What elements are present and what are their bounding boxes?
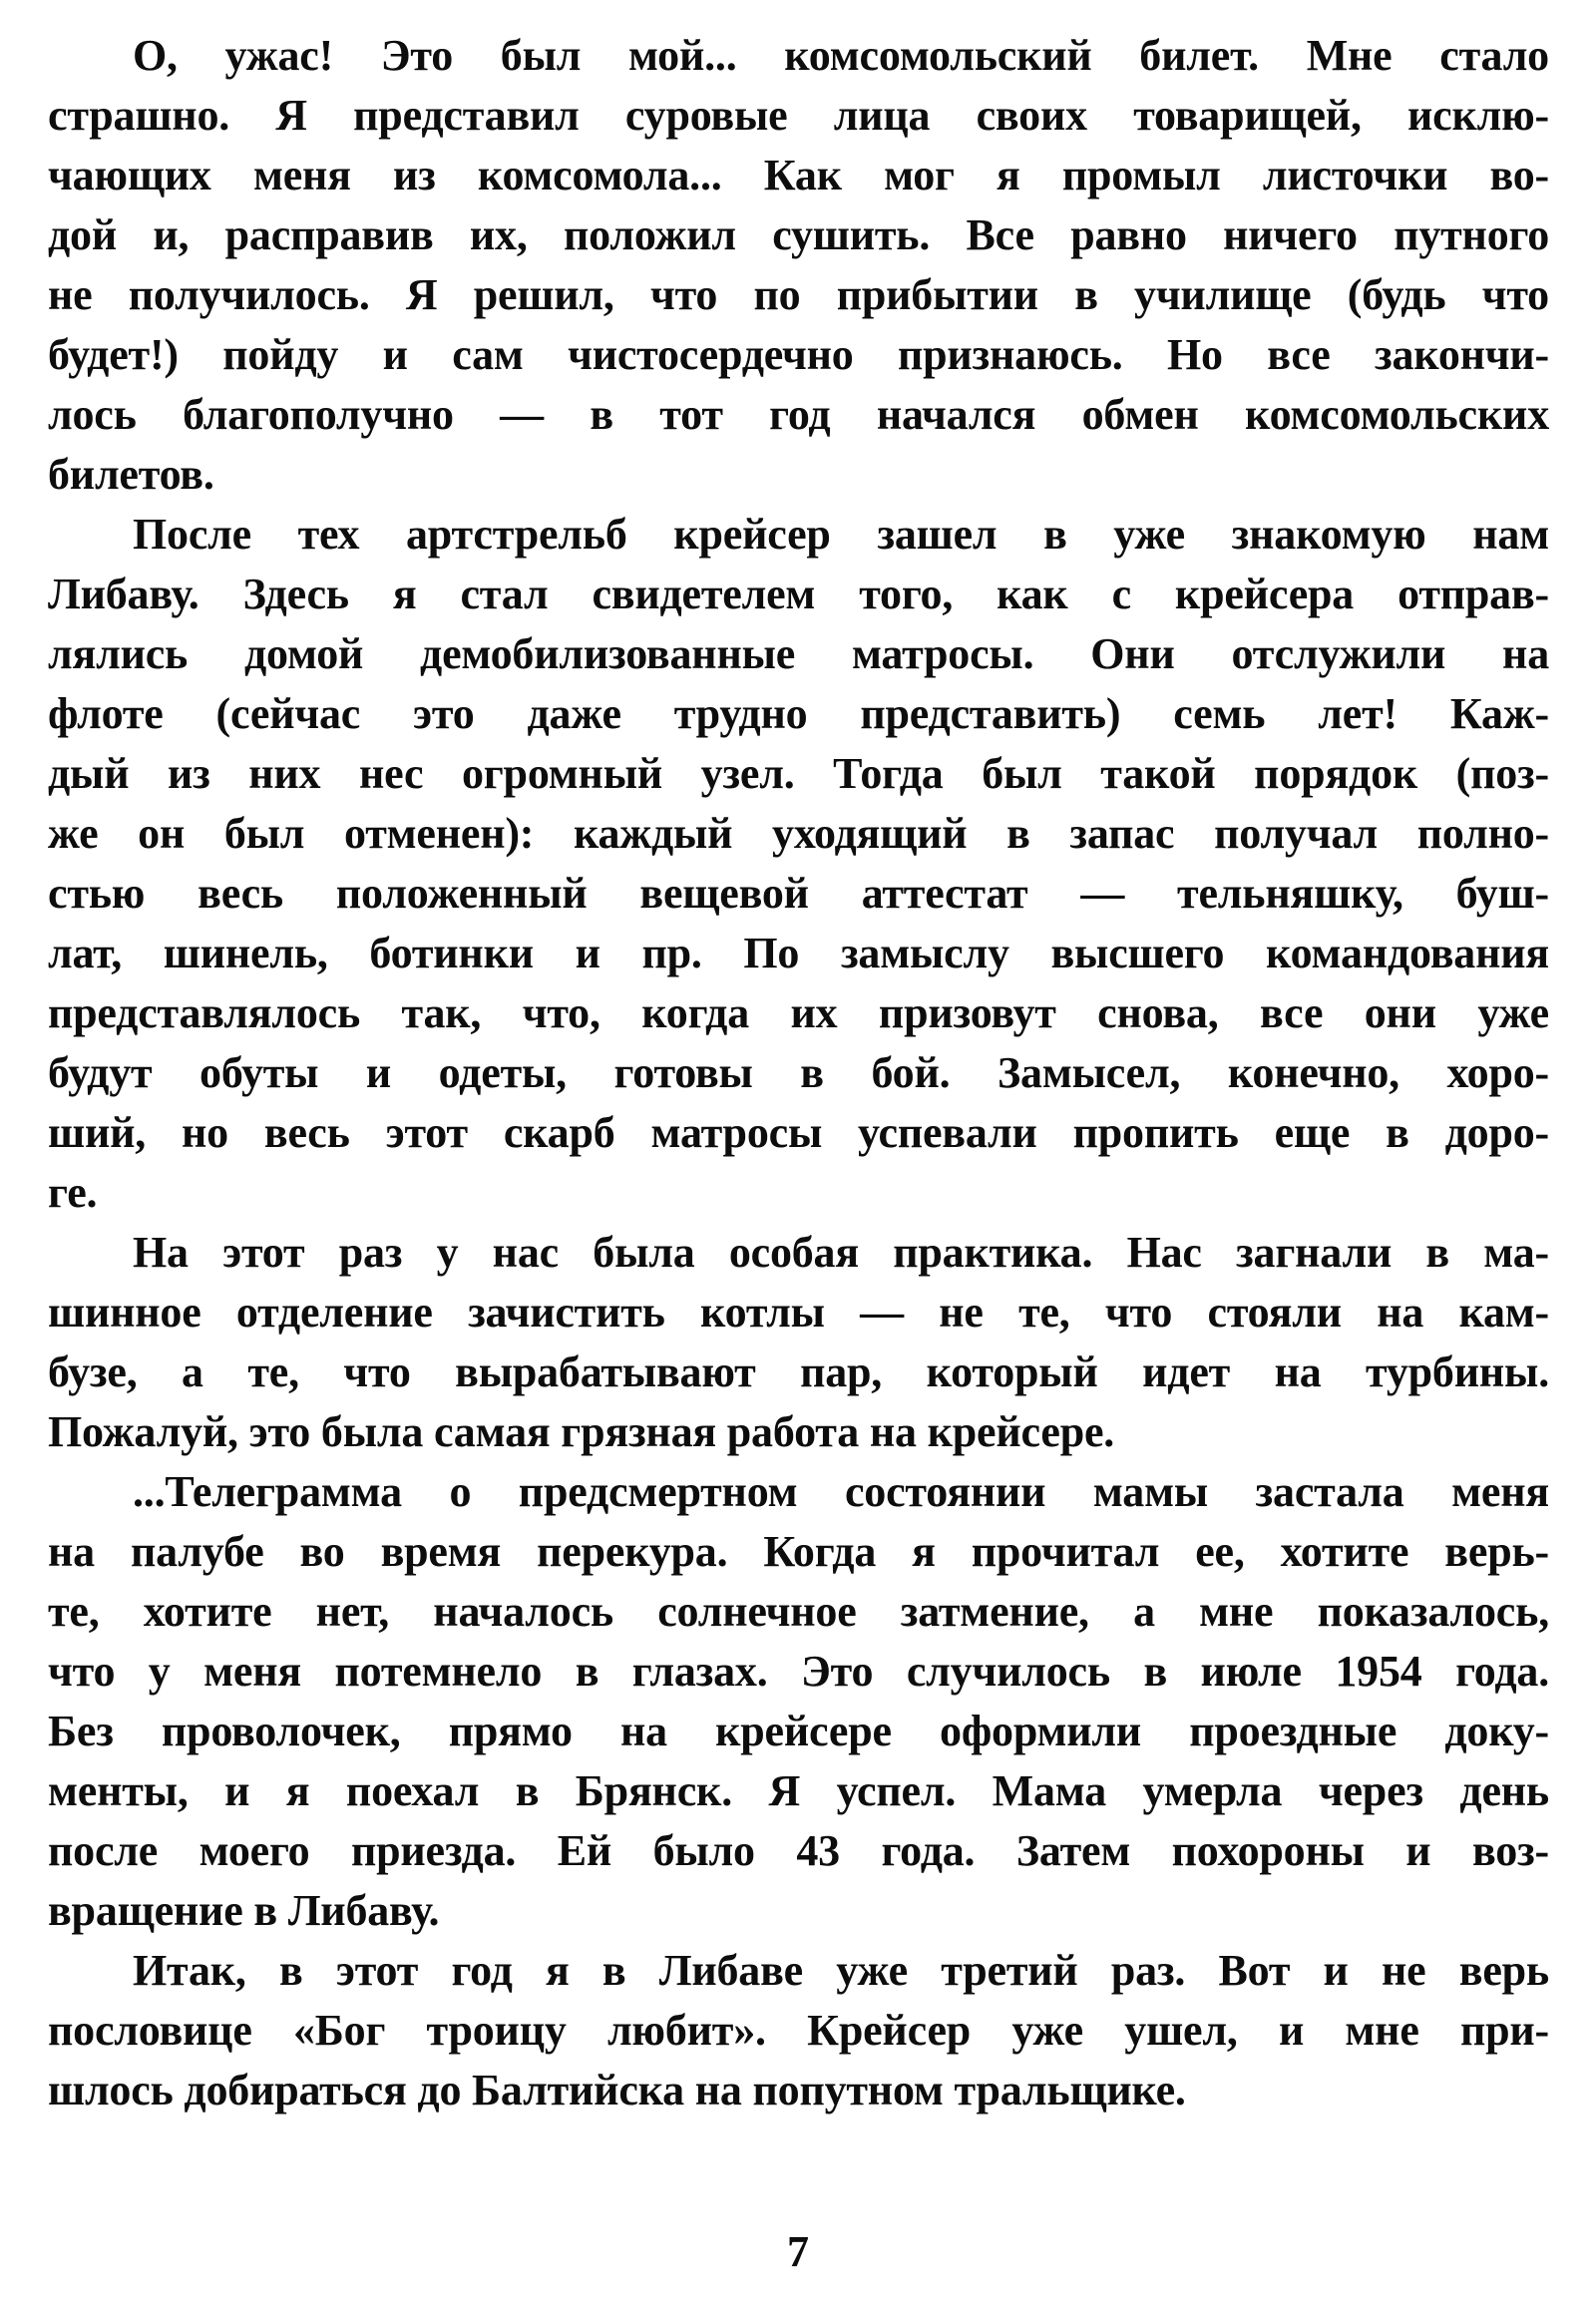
text-line: представлялось так, что, когда их призовут снова, все они уже	[48, 988, 1549, 1037]
text-line: ге.	[48, 1168, 98, 1217]
text-line: флоте (сейчас это даже трудно представить) семь лет! Каж-	[48, 689, 1549, 738]
paragraph	[48, 505, 1549, 1223]
text-line: лялись домой демобилизованные матросы. Они отслужили на	[48, 629, 1549, 678]
paragraph	[48, 1223, 1549, 1462]
text-line: после моего приезда. Ей было 43 года. Затем похороны и воз-	[48, 1826, 1549, 1875]
text-line: менты, и я поехал в Брянск. Я успел. Мама умерла через день	[48, 1766, 1549, 1815]
text-line: На этот раз у нас была особая практика. Нас загнали в ма-	[133, 1228, 1549, 1277]
text-line: те, хотите нет, началось солнечное затмение, а мне показалось,	[48, 1587, 1549, 1636]
text-line: шинное отделение зачистить котлы — не те, что стояли на кам-	[48, 1288, 1549, 1337]
text-line: что у меня потемнело в глазах. Это случилось в июле 1954 года.	[48, 1647, 1549, 1696]
text-line: бузе, а те, что вырабатывают пар, который идет на турбины.	[48, 1347, 1549, 1396]
text-line: лат, шинель, ботинки и пр. По замыслу высшего командования	[48, 929, 1549, 977]
text-line: на палубе во время перекура. Когда я прочитал ее, хотите верь-	[48, 1527, 1549, 1576]
text-block	[48, 26, 1549, 2120]
paragraph	[48, 1462, 1549, 1941]
text-line: будут обуты и одеты, готовы в бой. Замысел, конечно, хоро-	[48, 1048, 1549, 1097]
text-line: вращение в Либаву.	[48, 1886, 440, 1935]
text-line: Пожалуй, это была самая грязная работа на крейсере.	[48, 1407, 1115, 1456]
text-line: ший, но весь этот скарб матросы успевали пропить еще в доро-	[48, 1108, 1549, 1157]
text-line: ...Телеграмма о предсмертном состоянии мамы застала меня	[133, 1467, 1549, 1516]
text-line: же он был отменен): каждый уходящий в запас получал полно-	[48, 809, 1549, 858]
text-line: Без проволочек, прямо на крейсере оформили проездные доку-	[48, 1707, 1549, 1755]
text-line: О, ужас! Это был мой... комсомольский билет. Мне стало	[133, 31, 1549, 80]
text-line: Итак, в этот год я в Либаве уже третий раз. Вот и не верь	[133, 1946, 1549, 1995]
text-line: шлось добираться до Балтийска на попутном тральщике.	[48, 2066, 1186, 2114]
text-line: пословице «Бог троицу любит». Крейсер уже ушел, и мне при-	[48, 2006, 1549, 2055]
text-line: чающих меня из комсомола... Как мог я промыл листочки во-	[48, 151, 1549, 199]
text-line: страшно. Я представил суровые лица своих товарищей, исклю-	[48, 91, 1549, 140]
text-line: стью весь положенный вещевой аттестат — тельняшку, буш-	[48, 869, 1549, 918]
text-line: будет!) пойду и сам чистосердечно признаюсь. Но все закончи-	[48, 330, 1549, 379]
text-line: билетов.	[48, 450, 214, 499]
text-line: лось благополучно — в тот год начался обмен комсомольских	[48, 390, 1549, 439]
text-line: дой и, расправив их, положил сушить. Все равно ничего путного	[48, 210, 1549, 259]
text-line: не получилось. Я решил, что по прибытии в училище (будь что	[48, 270, 1549, 319]
paragraph	[48, 26, 1549, 505]
text-line: После тех артстрельб крейсер зашел в уже знакомую нам	[133, 510, 1549, 559]
text-line: дый из них нес огромный узел. Тогда был такой порядок (поз-	[48, 749, 1549, 798]
page-number: 7	[787, 2227, 809, 2276]
text-line: Либаву. Здесь я стал свидетелем того, как с крейсера отправ-	[48, 570, 1549, 618]
paragraph	[48, 1941, 1549, 2120]
